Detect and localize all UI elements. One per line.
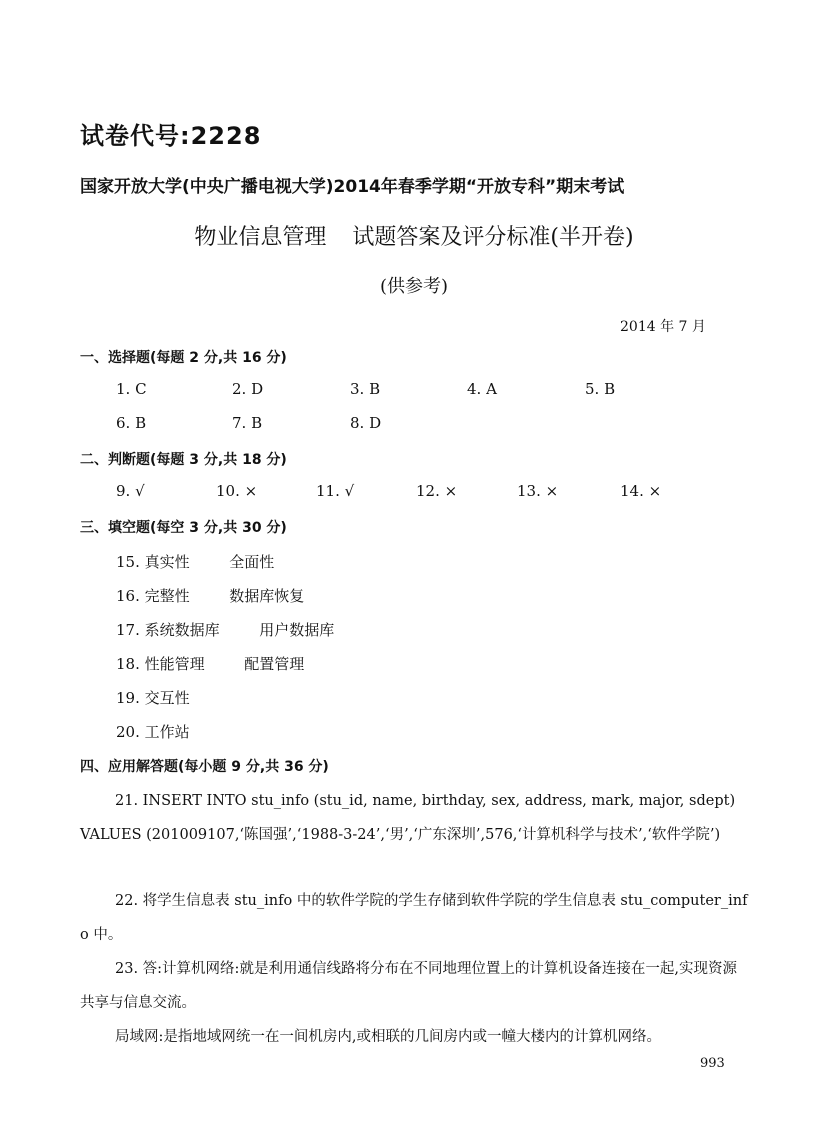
- answer-lan: [80, 1020, 750, 1054]
- answer-item: 4. A: [467, 380, 497, 398]
- section-2-title: 二、判断题(每题 3 分,共 18 分): [80, 452, 287, 468]
- fill-item: [116, 551, 274, 572]
- fill-answer-a: 系统数据库: [144, 621, 220, 639]
- answer-23: [80, 952, 750, 1020]
- fill-number: 20.: [116, 723, 140, 741]
- section-1-title: 一、选择题(每题 2 分,共 16 分): [80, 350, 287, 366]
- fill-answer-a: 完整性: [144, 587, 190, 605]
- exam-date: 2014 年 7 月: [620, 319, 706, 335]
- answer-item: 6. B: [116, 414, 147, 432]
- fill-item: [116, 721, 190, 742]
- fill-answer-a: 性能管理: [144, 655, 205, 673]
- answer-21: [80, 784, 750, 852]
- answer-item: 7. B: [232, 414, 263, 432]
- answer-21-text: 21. INSERT INTO stu_info (stu_id, name, birthday, sex, address, mark, major, sdept) VALUES (201009107,‘陈国强’,‘1988-3-24’,‘男’,‘广东深圳’,576,‘计算机科学与技术’,‘软件学院’): [80, 793, 736, 843]
- fill-number: 15.: [116, 553, 140, 571]
- fill-number: 16.: [116, 587, 140, 605]
- section-4-title: 四、应用解答题(每小题 9 分,共 36 分): [80, 759, 329, 775]
- answer-item: 1. C: [116, 380, 147, 398]
- answer-item: 2. D: [232, 380, 264, 398]
- fill-item: [116, 619, 334, 640]
- subject-title: [0, 220, 828, 251]
- answer-23-text: 23. 答:计算机网络:就是利用通信线路将分布在不同地理位置上的计算机设备连接在一起,实现资源共享与信息交流。: [80, 961, 738, 1011]
- fill-answer-a: 工作站: [144, 723, 190, 741]
- page-number: 993: [700, 1056, 725, 1071]
- reference-note: (供参考): [379, 276, 449, 297]
- fill-answer-b: 配置管理: [244, 655, 305, 673]
- fill-answer-b: 数据库恢复: [229, 587, 305, 605]
- fill-item: [116, 687, 190, 708]
- answer-22-text: 22. 将学生信息表 stu_info 中的软件学院的学生存储到软件学院的学生信息表 stu_computer_info 中。: [80, 893, 748, 943]
- answer-item: 9. √: [116, 482, 145, 500]
- section-3-title: 三、填空题(每空 3 分,共 30 分): [80, 520, 287, 536]
- answer-item: 11. √: [316, 482, 355, 500]
- fill-number: 18.: [116, 655, 140, 673]
- paper-code: 试卷代号:2228: [80, 122, 262, 150]
- fill-answer-a: 真实性: [144, 553, 190, 571]
- answer-item: 3. B: [350, 380, 381, 398]
- answer-item: 13. ×: [517, 482, 559, 500]
- answer-item: 5. B: [585, 380, 616, 398]
- fill-answer-b: 全面性: [229, 553, 275, 571]
- fill-item: [116, 653, 304, 674]
- answer-item: 12. ×: [416, 482, 458, 500]
- answer-item: 10. ×: [216, 482, 258, 500]
- fill-answer-a: 交互性: [144, 689, 190, 707]
- answer-item: 8. D: [350, 414, 382, 432]
- document-type: 试题答案及评分标准(半开卷): [352, 225, 634, 250]
- fill-item: [116, 585, 304, 606]
- answer-lan-text: 局域网:是指地域网统一在一间机房内,或相联的几间房内或一幢大楼内的计算机网络。: [115, 1029, 661, 1045]
- exam-title: 国家开放大学(中央广播电视大学)2014年春季学期“开放专科”期末考试: [80, 177, 625, 197]
- answer-item: 14. ×: [620, 482, 662, 500]
- fill-answer-b: 用户数据库: [259, 621, 335, 639]
- fill-number: 17.: [116, 621, 140, 639]
- answer-22: [80, 884, 750, 952]
- fill-number: 19.: [116, 689, 140, 707]
- subject-name: 物业信息管理: [194, 225, 327, 250]
